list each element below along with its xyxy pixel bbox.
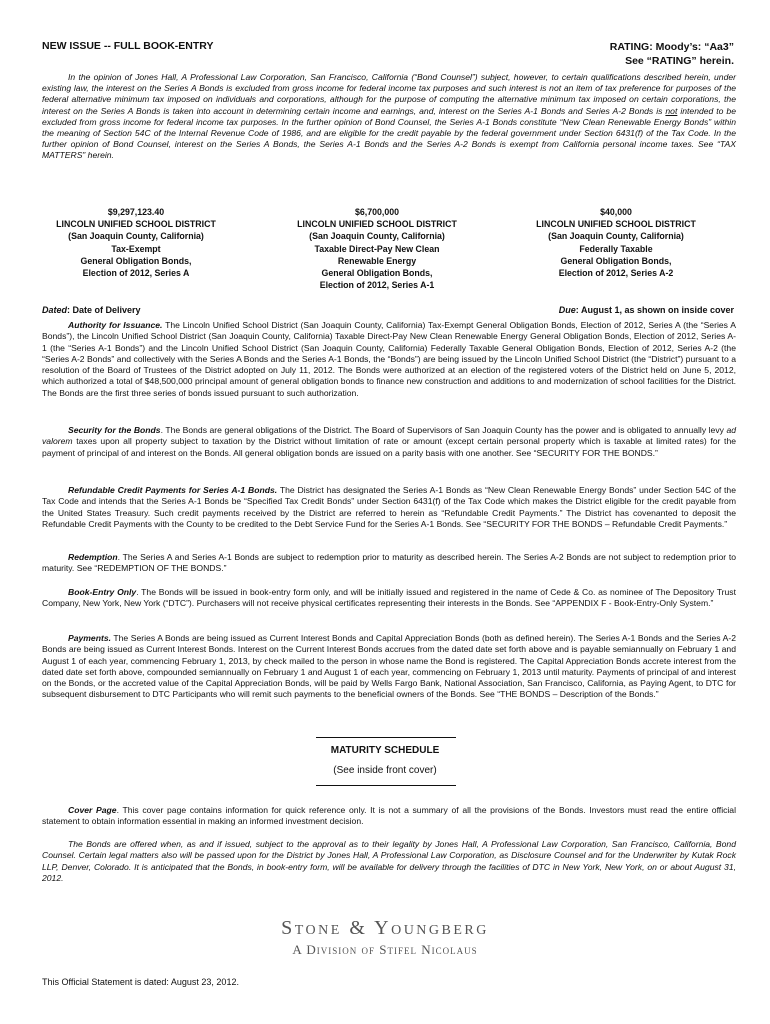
bond-series-a2-block — [496, 206, 736, 279]
authority-text: The Lincoln Unified School District (San Joaquin County, California) Tax-Exempt General Obligation Bonds, Election of 2012, Series A (the “Series A Bonds”), the Lincoln Unified School District (San Joaquin County, California) Taxable Direct-Pay New Clean Renewable Energy General Obligation Bonds, Election of 2012, Series A-1 (the “Series A-1 Bonds”) and the Lincoln Unified School District (San Joaquin County, California) Federally Taxable General Obligation Bonds, Election of 2012, Series A-2 (the “Series A-2 Bonds” and collectively with the Series A Bonds and the Series A-1 Bonds, the “Bonds”) are being issued by the Lincoln Unified School District (the “District”) pursuant to a resolution of the Board of Trustees of the District adopted on July 11, 2012. The Bonds were authorized at an election of the registered voters of the District held on June 5, 2012, which authorized a total of $48,500,000 principal amount of general obligation bonds to finance new construction and additions to and modernization of school facilities for the District. The Bonds are the first three series of bonds issued pursuant to such authorization. — [42, 320, 737, 398]
tax-opinion-not-emphasis: not — [665, 105, 678, 116]
payments-heading: Payments. — [68, 633, 111, 643]
security-heading: Security for the Bonds — [68, 425, 161, 435]
dated-value: : Date of Delivery — [67, 305, 141, 315]
bond-tax-status-cont: Renewable Energy — [337, 255, 417, 266]
underwriter-logo-name: Stone & Youngberg — [281, 917, 489, 939]
tax-opinion-paragraph — [42, 72, 736, 162]
cover-page-text: . This cover page contains information for quick reference only. It is not a summary of all the provisions of the Bonds. Investors must read the entire official statement to obtain information essential in making an informed investment decision. — [42, 805, 736, 827]
bond-tax-status: Tax-Exempt — [111, 243, 161, 254]
issuer-name: LINCOLN UNIFIED SCHOOL DISTRICT — [297, 219, 457, 230]
rating-line: RATING: Moody’s: “Aa3” — [609, 41, 734, 53]
book-entry-paragraph — [42, 587, 736, 610]
bond-tax-status: Taxable Direct-Pay New Clean — [314, 243, 440, 254]
issuer-county: (San Joaquin County, California) — [68, 231, 204, 242]
payments-paragraph — [42, 633, 736, 701]
maturity-top-rule — [316, 737, 456, 738]
underwriter-logo — [0, 917, 770, 958]
statement-date-footer: This Official Statement is dated: August 23, 2012. — [42, 977, 239, 987]
dated-line — [42, 305, 141, 315]
bond-type: General Obligation Bonds, — [321, 268, 433, 279]
refundable-credit-heading: Refundable Credit Payments for Series A-1 Bonds. — [68, 485, 278, 495]
security-text-1: . The Bonds are general obligations of the District. The Board of Supervisors of San Joaquin County has the power and is obligated to annually levy — [160, 425, 727, 435]
refundable-credit-paragraph — [42, 485, 736, 530]
bond-type: General Obligation Bonds, — [80, 255, 192, 266]
maturity-schedule-title: MATURITY SCHEDULE — [330, 745, 440, 756]
security-ad-valorem: ad valorem — [42, 425, 737, 447]
due-line — [559, 305, 734, 315]
dated-label: Dated — [42, 305, 68, 315]
bond-amount: $9,297,123.40 — [107, 207, 165, 217]
underwriter-logo-division: A Division of Stifel Nicolaus — [292, 942, 478, 957]
due-label: Due — [558, 305, 576, 315]
due-value: : August 1, as shown on inside cover — [575, 305, 734, 315]
bond-type: General Obligation Bonds, — [560, 255, 672, 266]
authority-heading: Authority for Issuance. — [68, 320, 163, 330]
offering-paragraph: The Bonds are offered when, as and if issued, subject to the approval as to their legality by Jones Hall, A Professional Law Corporation, San Francisco, California, Bond Counsel. Certain legal matters also will be passed upon for the District by Jones Hall, A Professional Law Corporation, as Disclosure Counsel and for the Underwriter by Kutak Rock LLP, Denver, Colorado. It is anticipated that the Bonds, in book-entry form, will be available for delivery through the facilities of DTC in New York, New York, on or about August 31, 2012. — [42, 839, 736, 883]
redemption-heading: Redemption — [68, 552, 118, 562]
payments-text: The Series A Bonds are being issued as Current Interest Bonds and Capital Appreciation Bonds (both as defined herein). The Series A-1 Bonds and the Series A-2 Bonds are being issued as Current Interest Bonds. Interest on the Current Interest Bonds accrues from the dated date set forth above and is payable semiannually on February 1 and August 1 of each year, commencing February 1, 2013, by check mailed to the person in whose name the Bond is registered. The Capital Appreciation Bonds accrete interest from the dated date set forth above, compounded semiannually on February 1 and August 1 of each year, commencing on February 1, 2013 until maturity. Payments of principal of and interest on the Bonds, or the accreted value of the Capital Appreciation Bonds, will be paid by Wells Fargo Bank, National Association, San Francisco, California, as Paying Agent, to DTC for subsequent disbursement to DTC Participants who will remit such payments to the beneficial owners of the Bonds. See “THE BONDS – Description of the Bonds.” — [42, 633, 736, 700]
refundable-credit-text: The District has designated the Series A-1 Bonds as “New Clean Renewable Energy Bonds” under Section 54C of the Tax Code and intends that the Series A-1 Bonds be “Specified Tax Credit Bonds” under Section 6431(f) of the Tax Code which makes the District eligible for the credit payable from the United States Treasury. Such credit payments received by the District are referred to herein as “Refundable Credit Payments.” The District has covenanted to deposit the Refundable Credit Payments with the County to be credited to the Debt Service Fund for the Series A-1 Bonds. See “SECURITY FOR THE BONDS – Refundable Credit Payments.” — [42, 485, 736, 529]
security-text-2: taxes upon all property subject to taxation by the District without limitation of rate or amount (except certain personal property which is taxable at limited rates) for the payment of principal of and interest on the Bonds. All general obligation bonds are issued on a parity basis with one another. See “SECURITY FOR THE BONDS.” — [42, 436, 736, 458]
cover-page-paragraph — [42, 805, 736, 828]
bond-amount: $6,700,000 — [354, 207, 400, 217]
book-entry-heading: Book-Entry Only — [68, 587, 137, 597]
issuer-county: (San Joaquin County, California) — [309, 231, 445, 242]
issuer-name: LINCOLN UNIFIED SCHOOL DISTRICT — [536, 219, 696, 230]
tax-opinion-text-1: In the opinion of Jones Hall, A Professional Law Corporation, San Francisco, California (“Bond Counsel”) subject, however, to certain qualifications described herein, under existing law, the interest on the Series A Bonds is excluded from gross income for federal income tax purposes and such interest is not an item of tax preference for purposes of the federal alternative minimum tax imposed on individuals and corporations, although for the purpose of computing the alternative minimum tax imposed on certain corporations, the interest on the Series A Bonds is taken into account in determining certain income and earnings, and, interest on the Series A-1 Bonds and Series A-2 Bonds is — [42, 72, 736, 116]
bond-tax-status: Federally Taxable — [579, 243, 653, 254]
bond-election-series: Election of 2012, Series A — [82, 268, 190, 279]
rating-block — [610, 40, 734, 68]
rating-reference: See “RATING” herein. — [625, 55, 734, 67]
tax-opinion-text-2: intended to be excluded from gross income for federal income tax purposes. In the further opinion of Bond Counsel, the Series A-1 Bonds constitute “New Clean Renewable Energy Bonds” within the meaning of Section 54C of the Internal Revenue Code of 1986, and are eligible for the credit payable by the federal government under Section 6431(f) of the Tax Code. In the further opinion of Bond Counsel, interest on the Series A Bonds, the Series A-1 Bonds and the Series A-2 Bonds is exempt from California personal income taxes. See “TAX MATTERS” herein. — [42, 105, 736, 161]
bond-election-series: Election of 2012, Series A-2 — [558, 268, 674, 279]
bond-series-a-block — [16, 206, 256, 279]
bond-amount: $40,000 — [600, 207, 632, 217]
redemption-paragraph — [42, 552, 736, 575]
maturity-schedule-reference: (See inside front cover) — [333, 765, 437, 776]
issuer-county: (San Joaquin County, California) — [548, 231, 684, 242]
book-entry-text: . The Bonds will be issued in book-entry form only, and will be initially issued and registered in the name of Cede & Co. as nominee of The Depository Trust Company, New York, New York (“DTC”). Purchasers will not receive physical certificates representing their interests in the Bonds. See “APPENDIX F - Book-Entry-Only System.” — [42, 587, 736, 609]
bond-series-a1-block — [257, 206, 497, 291]
authority-paragraph — [42, 320, 736, 399]
maturity-bottom-rule — [316, 785, 456, 786]
issuer-name: LINCOLN UNIFIED SCHOOL DISTRICT — [56, 219, 216, 230]
security-paragraph — [42, 425, 736, 459]
cover-page-heading: Cover Page — [68, 805, 117, 815]
redemption-text: . The Series A and Series A-1 Bonds are subject to redemption prior to maturity as described herein. The Series A-2 Bonds are not subject to redemption prior to maturity. See “REDEMPTION OF THE BONDS.” — [42, 552, 736, 574]
bond-election-series: Election of 2012, Series A-1 — [319, 280, 435, 291]
issue-type-label: NEW ISSUE -- FULL BOOK-ENTRY — [42, 40, 214, 52]
